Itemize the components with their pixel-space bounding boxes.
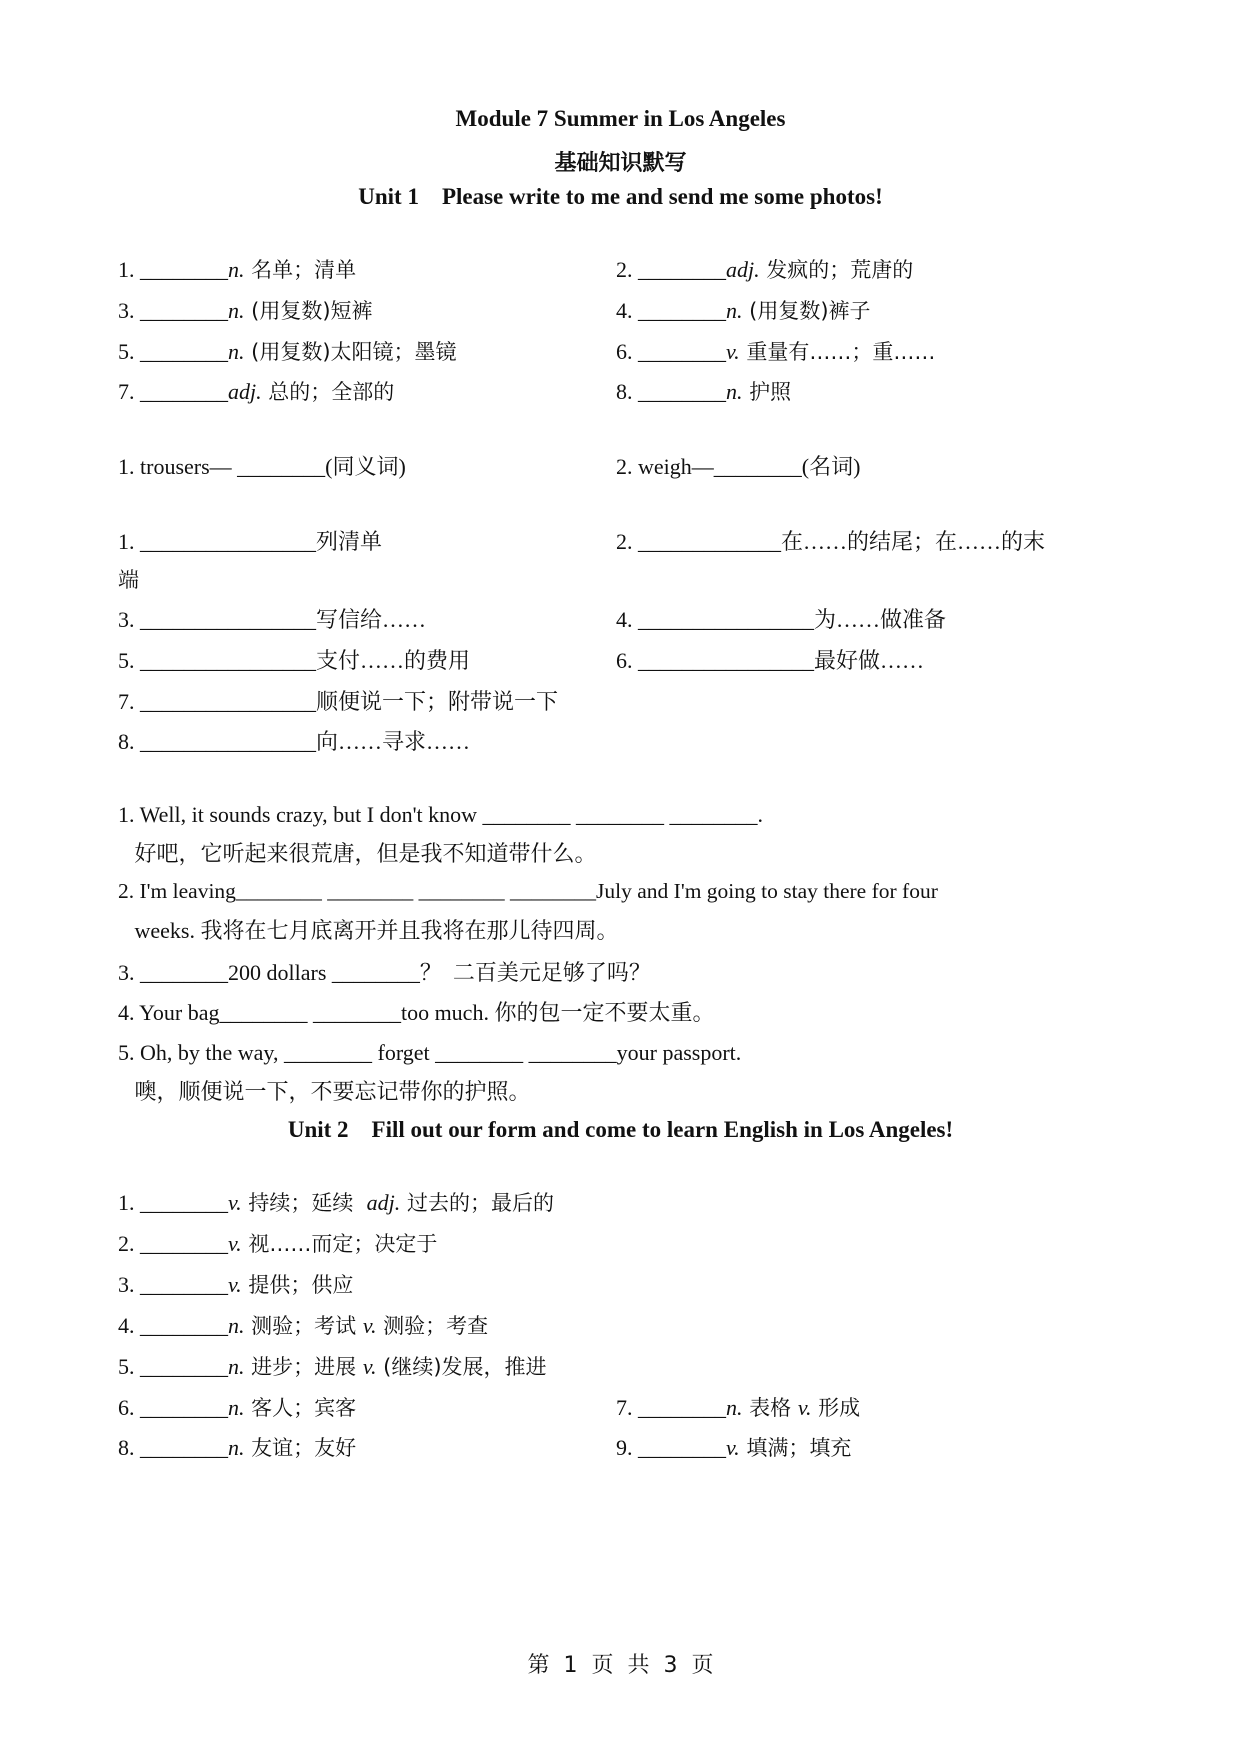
vocab-item: 5. ________n. 进步；进展 v. (继续)发展，推进 (118, 1354, 547, 1379)
page-number: 第 1 页 共 3 页 (527, 1653, 714, 1678)
phrase-item: 7. ________________顺便说一下；附带说一下 (118, 689, 559, 714)
sentence-translation: weeks. 我将在七月底离开并且我将在那儿待四周。 (118, 918, 619, 943)
word-form-item: 1. trousers— ________(同义词) (118, 454, 406, 479)
vocab-item: 8. ________n. 护照 (616, 379, 792, 404)
phrase-item: 1. ________________列清单 (118, 529, 383, 554)
vocab-item: 4. ________n. (用复数)裤子 (616, 298, 871, 323)
vocab-item: 4. ________n. 测验；考试 v. 测验；考查 (118, 1313, 489, 1338)
phrase-item: 4. ________________为……做准备 (616, 607, 947, 632)
vocab-item: 7. ________adj. 总的；全部的 (118, 379, 395, 404)
vocab-item: 3. ________v. 提供；供应 (118, 1272, 354, 1297)
vocab-item: 1. ________v. 持续；延续 adj. 过去的；最后的 (118, 1190, 554, 1215)
vocab-item: 6. ________v. 重量有……；重…… (616, 339, 936, 364)
sentence-translation: 噢，顺便说一下，不要忘记带你的护照。 (118, 1079, 531, 1104)
sentence-item: 3. ________200 dollars ________？ 二百美元足够了吗？ (118, 960, 651, 985)
vocab-item: 6. ________n. 客人；宾客 (118, 1395, 357, 1420)
phrase-item-continued: 端 (118, 568, 139, 592)
sentence-item: 5. Oh, by the way, ________ forget ________ ________your passport. (118, 1040, 742, 1065)
unit1-title: Unit 1 Please write to me and send me some photos! (358, 184, 883, 209)
phrase-item: 5. ________________支付……的费用 (118, 648, 471, 673)
vocab-item: 1. ________n. 名单；清单 (118, 257, 357, 282)
vocab-item: 3. ________n. (用复数)短裤 (118, 298, 373, 323)
sentence-item: 4. Your bag________ ________too much. 你的包一定不要太重。 (118, 1000, 715, 1025)
vocab-item: 2. ________v. 视……而定；决定于 (118, 1231, 438, 1256)
vocab-item: 8. ________n. 友谊；友好 (118, 1435, 357, 1460)
sentence-item: 2. I'm leaving________ ________ ________ ________July and I'm going to stay there for four (118, 879, 938, 903)
sentence-item: 1. Well, it sounds crazy, but I don't know ________ ________ ________. (118, 802, 764, 827)
vocab-item: 2. ________adj. 发疯的；荒唐的 (616, 257, 914, 282)
worksheet-subtitle: 基础知识默写 (554, 151, 687, 176)
module-title: Module 7 Summer in Los Angeles (455, 106, 786, 131)
vocab-item: 5. ________n. (用复数)太阳镜；墨镜 (118, 339, 457, 364)
phrase-item: 2. _____________在……的结尾；在……的末 (616, 529, 1046, 554)
vocab-item: 7. ________n. 表格 v. 形成 (616, 1395, 861, 1420)
phrase-item: 6. ________________最好做…… (616, 648, 925, 673)
phrase-item: 8. ________________向……寻求…… (118, 729, 471, 754)
word-form-item: 2. weigh—________(名词) (616, 454, 861, 479)
phrase-item: 3. ________________写信给…… (118, 607, 427, 632)
vocab-item: 9. ________v. 填满；填充 (616, 1435, 852, 1460)
unit2-title: Unit 2 Fill out our form and come to learn English in Los Angeles! (287, 1117, 954, 1142)
sentence-translation: 好吧，它听起来很荒唐，但是我不知道带什么。 (118, 841, 597, 866)
